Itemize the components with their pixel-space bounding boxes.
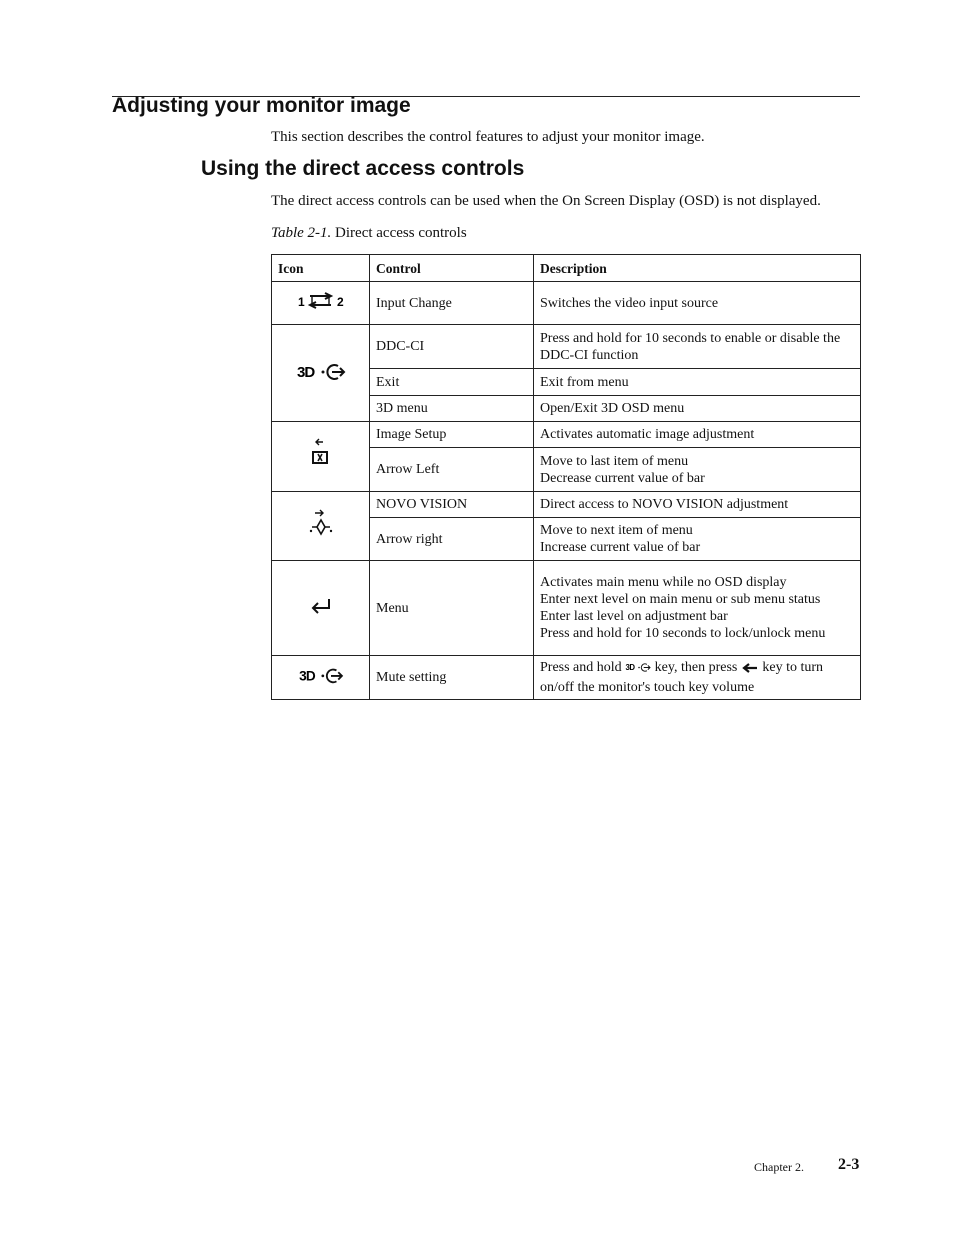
- svg-text:3D: 3D: [296, 363, 314, 381]
- control-cell: Exit: [370, 369, 534, 396]
- direct-access-controls-table: [271, 254, 861, 700]
- 3d-exit-icon: [625, 660, 651, 679]
- control-cell: Mute setting: [370, 656, 534, 700]
- footer-page-number: 2-3: [838, 1156, 860, 1173]
- control-cell: 3D menu: [370, 396, 534, 422]
- description-cell: Press and hold for 10 seconds to enable or disable the DDC-CI function: [534, 325, 861, 369]
- subsection-title: Using the direct access controls: [201, 157, 525, 180]
- input-change-icon: [272, 282, 370, 325]
- header-control: Control: [370, 255, 534, 282]
- svg-text:3D: 3D: [298, 668, 315, 684]
- control-cell: DDC-CI: [370, 325, 534, 369]
- control-cell: Arrow right: [370, 518, 534, 561]
- header-icon: Icon: [272, 255, 370, 282]
- svg-text:1: 1: [297, 294, 305, 309]
- table-row: [272, 656, 861, 700]
- enter-icon: [272, 561, 370, 656]
- table-caption-label: Table 2-1.: [271, 225, 332, 241]
- control-cell: Arrow Left: [370, 448, 534, 492]
- description-cell: Exit from menu: [534, 369, 861, 396]
- description-cell: Move to last item of menu Decrease current value of bar: [534, 448, 861, 492]
- section-intro: This section describes the control features to adjust your monitor image.: [271, 129, 705, 145]
- novo-vision-arrow-right-icon: [272, 492, 370, 561]
- table-row: [272, 492, 861, 518]
- control-cell: Image Setup: [370, 422, 534, 448]
- table-row: [272, 561, 861, 656]
- subsection-paragraph: The direct access controls can be used when the On Screen Display (OSD) is not displayed.: [271, 193, 821, 209]
- table-header-row: [272, 255, 861, 282]
- table-caption: [271, 225, 467, 242]
- image-setup-arrow-left-icon: [272, 422, 370, 492]
- 3d-exit-icon: [272, 325, 370, 422]
- description-cell: Open/Exit 3D OSD menu: [534, 396, 861, 422]
- table-row: [272, 422, 861, 448]
- section-title: Adjusting your monitor image: [112, 94, 411, 117]
- 3d-exit-icon: [272, 656, 370, 700]
- description-cell: Activates main menu while no OSD display Enter next level on main menu or sub menu status Enter last level on adjustment bar Press and hold for 10 seconds to lock/unlock menu: [534, 561, 861, 656]
- control-cell: Menu: [370, 561, 534, 656]
- control-cell: NOVO VISION: [370, 492, 534, 518]
- table-caption-text: Direct access controls: [331, 225, 467, 241]
- svg-text:2: 2: [336, 294, 344, 309]
- table-row: [272, 282, 861, 325]
- description-cell: Direct access to NOVO VISION adjustment: [534, 492, 861, 518]
- description-cell: Press and hold 3D key, then press key to turn on/off the monitor's touch key volume: [534, 656, 861, 700]
- description-cell: Move to next item of menu Increase current value of bar: [534, 518, 861, 561]
- svg-text:3D: 3D: [625, 663, 635, 673]
- control-cell: Input Change: [370, 282, 534, 325]
- table-row: [272, 325, 861, 369]
- header-description: Description: [534, 255, 861, 282]
- description-cell: Activates automatic image adjustment: [534, 422, 861, 448]
- description-cell: Switches the video input source: [534, 282, 861, 325]
- footer-chapter: Chapter 2.: [754, 1160, 804, 1174]
- arrow-left-icon: [741, 662, 759, 679]
